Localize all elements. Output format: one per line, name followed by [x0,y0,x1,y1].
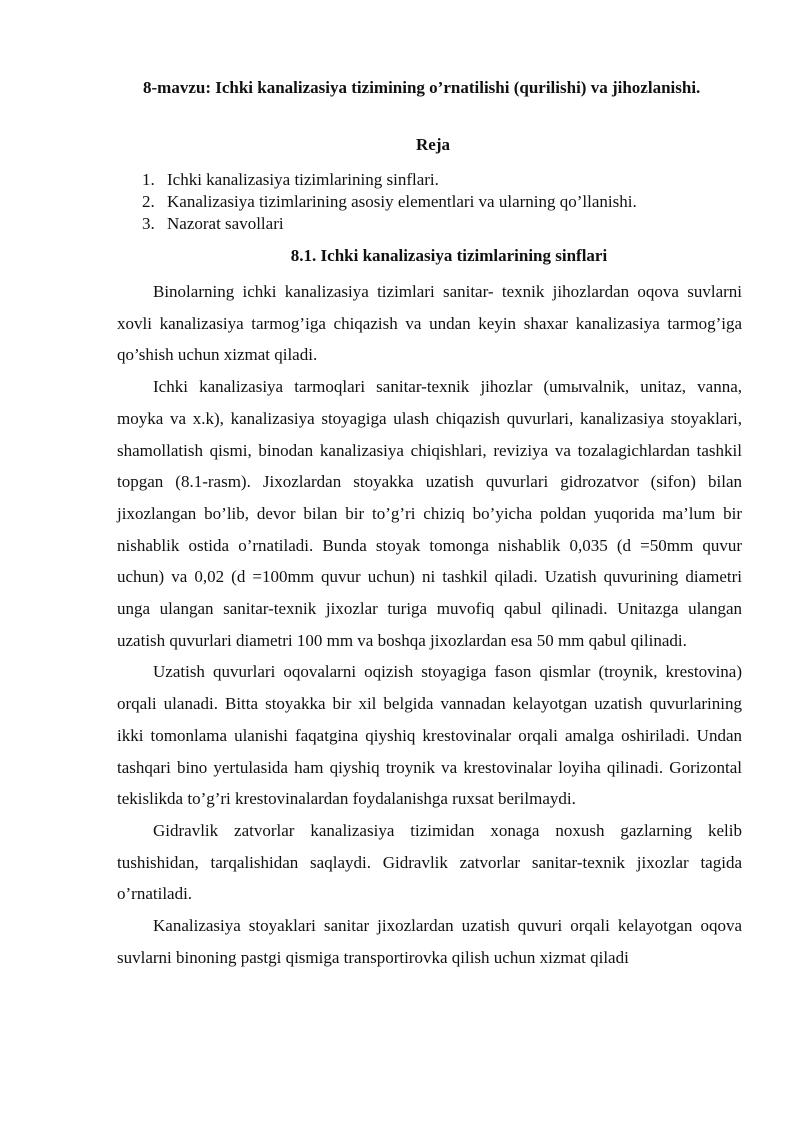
paragraph: Gidravlik zatvorlar kanalizasiya tizimidan xonaga noxush gazlarning kelib tushishidan, tarqalishidan saqlaydi. Gidravlik zatvorlar sanitar-texnik jixozlar tagida o’rnatiladi. [117,820,742,904]
plan-item-number: 2. [142,192,155,211]
paragraph: Ichki kanalizasiya tarmoqlari sanitar-texnik jihozlar (umыvalnik, unitaz, vanna, moyka va x.k), kanalizasiya stoyagiga ulash chiqazish quvurlari, kanalizasiya stoyaklari, shamollatish qismi, binodan kanalizasiya chiqishlari, reviziya va tozalagichlardan tashkil topgan (8.1-rasm). Jixozlardan stoyakka uzatish quvurlari gidrozatvor (sifon) bilan jixozlangan bo’lib, devor bilan bir to’g’ri chiziq bo’yicha poldan yuqorida ma’lum bir nishablik ostida o’rnatiladi. Bunda stoyak tomonga nishablik 0,035 (d =50mm quvur uchun) va 0,02 (d =100mm quvur uchun) ni tashkil qiladi. Uzatish quvurining diametri unga ulangan sanitar-texnik jixozlar turiga muvofiq qabul qilinadi. Unitazga ulangan uzatish quvurlari diametri 100 mm va boshqa jixozlardan esa 50 mm qabul qilinadi. [117,377,742,650]
plan-item [142,213,637,235]
paragraph: Kanalizasiya stoyaklari sanitar jixozlardan uzatish quvuri orqali kelayotgan oqova suvlarni binoning pastgi qismiga transportirovka qilish uchun xizmat qiladi [117,916,742,967]
plan-item-text: Ichki kanalizasiya tizimlarining sinflari. [167,170,439,189]
section-heading: 8.1. Ichki kanalizasiya tizimlarining sinflari [290,246,608,265]
paragraph: Uzatish quvurlari oqovalarni oqizish stoyagiga fason qismlar (troynik, krestovina) orqali ulanadi. Bitta stoyakka bir xil belgida vannadan kelayotgan uzatish quvurlarining ikki tomonlama ulanishi faqatgina qiyshiq krestovinalar orqali amalga oshiriladi. Undan tashqari bino yertulasida ham qiyshiq troynik va krestovinalar loyiha qilinadi. Gorizontal tekislikda to’g’ri krestovinalardan foydalanishga ruxsat berilmaydi. [117,662,742,809]
plan-heading: Reja [416,135,450,154]
body-text [117,276,742,973]
plan-item-text: Kanalizasiya tizimlarining asosiy elementlari va ularning qo’llanishi. [167,192,637,211]
plan-item-text: Nazorat savollari [167,214,284,233]
plan-item-number: 1. [142,170,155,189]
paragraph: Binolarning ichki kanalizasiya tizimlari sanitar- texnik jihozlardan oqova suvlarni xovli kanalizasiya tarmog’iga chiqazish va undan keyin shaxar kanalizasiya tarmog’iga qo’shish uchun xizmat qiladi. [117,282,742,365]
plan-item-number: 3. [142,214,155,233]
plan-item [142,191,637,213]
plan-list [142,169,637,235]
document-title: 8-mavzu: Ichki kanalizasiya tizimining o’rnatilishi (qurilishi) va jihozlanishi. [143,78,701,97]
plan-item [142,169,637,191]
